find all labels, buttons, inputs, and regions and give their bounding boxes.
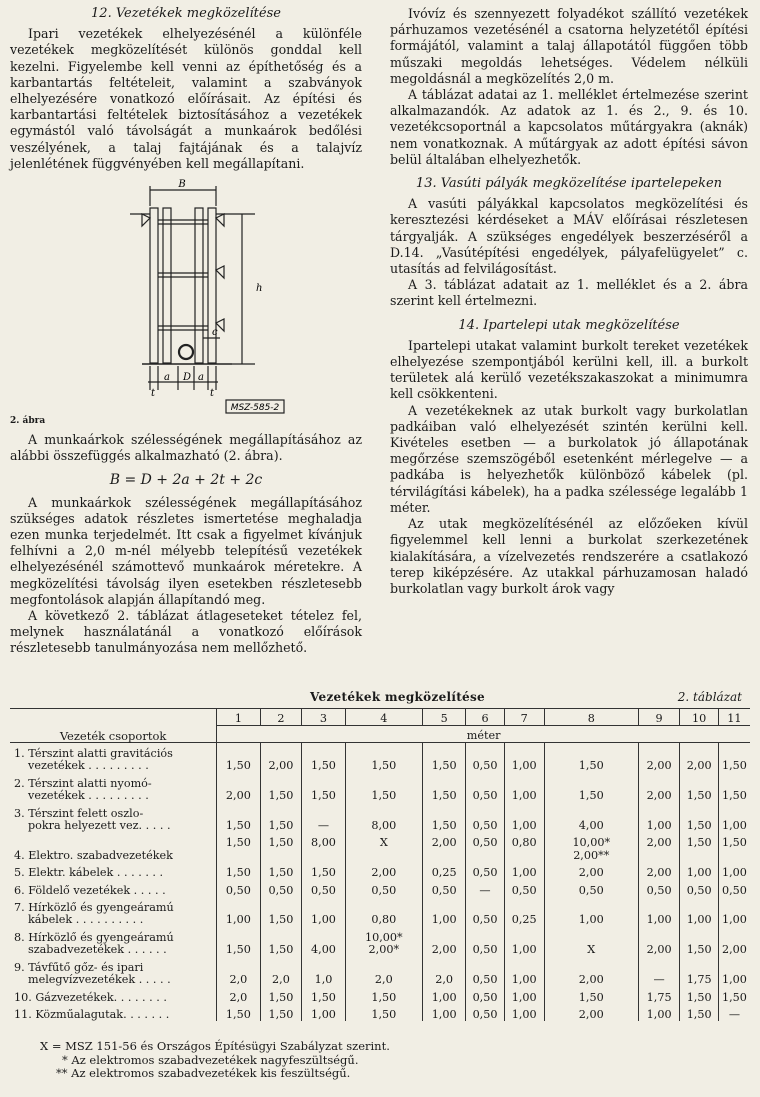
table-cell: 1,50 [260, 803, 302, 833]
table-cell: X [345, 832, 422, 862]
table-cell: 1,0 [302, 957, 345, 987]
table-cell: 2,00 [345, 862, 422, 879]
row-label-line: vezetékek . . . . . . . . . [28, 759, 149, 773]
table-cell: 1,00 [504, 927, 544, 957]
table-cell: 0,50 [466, 803, 504, 833]
paragraph: Ipari vezetékek elhelyezésénél a különféle vezetékek megközelítését különös gonddal kell kezelni. Figyelembe kell venni az építhetőség és a karbantartás feltételeit, valamint a szabványok elhelyezésére vonatkozó előírásait. Az építési és karbantartási feltételek biztosításához a vezetékek egymástól való távolságát a munkaárok bedőlési veszélyének, a talaj fajtájának és a talajvíz jelenlétének függvényében kell megállapítani. [10, 26, 362, 171]
table-cell: 0,50 [466, 743, 504, 773]
paragraph: A vasúti pályákkal kapcsolatos megközelítési és keresztezési kérdéseket a MÁV előírásai részletesen tárgyalják. A szükséges engedélyek beszerzéséről a D.14. „Vasútépítési engedélyek, pályafelügyelet” c. utasítás ad felvilágosítást. [390, 196, 748, 277]
table-cell: 2,00 [544, 957, 638, 987]
table-cell: 0,50 [302, 880, 345, 897]
table-cell: 1,50 [302, 862, 345, 879]
table-cell: 1,00 [718, 897, 750, 927]
row-label-line: 10. Gázvezetékek. . . . . . . . [14, 990, 167, 1004]
formula: B = D + 2a + 2t + 2c [109, 472, 263, 489]
table-cell: 1,50 [422, 773, 465, 803]
table-cell: 1,50 [544, 773, 638, 803]
table-cell: 1,50 [422, 743, 465, 773]
paragraph: Az utak megközelítésénél az előzőeken kívül figyelemmel kell lenni a burkolat szerkezetének kialakítására, a vízelvezetés rendszerére a csatlakozó terep kiképzésére. Az utakkal párhuzamosan haladó burkolatlan vagy burkolt árok vagy [390, 516, 748, 596]
row-label-line: 6. Földelő vezetékek . . . . . [14, 883, 166, 897]
table-cell: 1,50 [718, 832, 750, 862]
table-cell: 1,50 [680, 803, 718, 833]
table-cell: 1,50 [217, 832, 260, 862]
table-cell: 0,50 [466, 862, 504, 879]
table-cell: 2,00 [544, 862, 638, 879]
table-cell: 1,50 [217, 927, 260, 957]
table-cell: 0,50 [466, 957, 504, 987]
table-cell: 2,00 [718, 927, 750, 957]
label-a-right: a [198, 372, 204, 384]
table-row [10, 832, 750, 862]
table-cell: 0,50 [466, 897, 504, 927]
table-cell: 8,00 [345, 803, 422, 833]
label-c: c [212, 327, 218, 339]
table-cell: 1,50 [680, 773, 718, 803]
table-cell: 0,50 [680, 880, 718, 897]
table-cell: 1,50 [217, 862, 260, 879]
table-cell: 1,50 [680, 987, 718, 1004]
column-header: 10 [680, 709, 718, 726]
row-label-line: 7. Hírközlő és gyengeáramú [14, 901, 174, 915]
left-column [10, 6, 362, 657]
table-row [10, 1004, 750, 1021]
table-cell: — [638, 957, 680, 987]
table-row [10, 880, 750, 897]
row-label-line: vezetékek . . . . . . . . . [28, 789, 149, 803]
column-header: 5 [422, 709, 465, 726]
row-label-line: kábelek . . . . . . . . . . [28, 913, 144, 927]
table-cell: 0,50 [466, 927, 504, 957]
label-b: B [178, 179, 186, 191]
footnote: * Az elektromos szabadvezetékek nagyfeszültségű. [62, 1052, 359, 1067]
table-cell: 1,00 [680, 862, 718, 879]
table-cell: 1,50 [718, 743, 750, 773]
table-cell: 8,00 [302, 832, 345, 862]
table-cell: 1,50 [217, 1004, 260, 1021]
table-cell: 4,00 [544, 803, 638, 833]
table-row [10, 927, 750, 957]
paragraph: A 3. táblázat adatait az 1. melléklet és a 2. ábra szerint kell értelmezni. [390, 277, 748, 309]
table-cell: 2,00 [638, 773, 680, 803]
paragraph: Ipartelepi utakat valamint burkolt tereket vezetékek elhelyezése szempontjából kerülni kell, ill. a burkolt területek alá kerülő vezetékszakaszokat a minimumra kell csökkenteni. [390, 337, 748, 402]
column-header: 4 [345, 709, 422, 726]
label-t-right: t [210, 388, 215, 400]
table-cell: 2,0 [217, 987, 260, 1004]
table-cell: 2,0 [422, 957, 465, 987]
table-cell: 1,00 [217, 897, 260, 927]
table-cell: 0,25 [422, 862, 465, 879]
table-cell: — [718, 1004, 750, 1021]
table-cell: 2,00 [422, 927, 465, 957]
table-cell: 1,00 [422, 1004, 465, 1021]
table-cell: 1,00 [422, 897, 465, 927]
table-cell: 1,00 [638, 1004, 680, 1021]
row-label [10, 880, 217, 897]
table-title: Vezetékek megközelítése [310, 690, 485, 704]
table-cell: 0,50 [466, 832, 504, 862]
table-cell: 1,50 [544, 987, 638, 1004]
column-header: 3 [302, 709, 345, 726]
table-cell: 1,50 [302, 743, 345, 773]
label-t: t [151, 388, 156, 400]
figure-caption: 2. ábra [10, 416, 46, 427]
section-14-title: 14. Ipartelepi utak megközelítése [458, 317, 680, 333]
label-a: a [164, 372, 170, 384]
table-cell: 1,50 [680, 1004, 718, 1021]
row-label-line: 9. Távfűtő gőz- és ipari [14, 960, 144, 974]
table-cell: — [302, 803, 345, 833]
group-header: Vezeték csoportok [10, 709, 217, 743]
table-cell: 0,25 [504, 897, 544, 927]
table-cell: 2,00 [422, 832, 465, 862]
table-cell: 2,00 [260, 743, 302, 773]
table-cell: 1,00 [680, 897, 718, 927]
table-cell: 0,50 [718, 880, 750, 897]
table-cell: X [544, 927, 638, 957]
table-cell: 1,00 [544, 897, 638, 927]
table-cell: 1,00 [302, 1004, 345, 1021]
table-cell: 2,00 [638, 743, 680, 773]
table-cell: 1,00 [504, 743, 544, 773]
table-cell: 1,50 [345, 1004, 422, 1021]
table-cell: 0,50 [544, 880, 638, 897]
section-13-title: 13. Vasúti pályák megközelítése ipartelepeken [415, 176, 723, 192]
table-cell: 1,50 [345, 987, 422, 1004]
column-header: 6 [466, 709, 504, 726]
paragraph: Ivóvíz és szennyezett folyadékot szállító vezetékek párhuzamos vezetésénél a csatorna helyzetétől építési formájától, valamint a talaj állapotától függően több műszaki megoldás lehetséges. Védelem nélküli megoldásnál a megközelítés 2,0 m. [390, 6, 748, 86]
table-number: 2. táblázat [677, 690, 742, 704]
table-cell: 1,00 [504, 1004, 544, 1021]
table-cell: 1,50 [260, 1004, 302, 1021]
row-label [10, 862, 217, 879]
table-cell: 1,50 [260, 927, 302, 957]
table-row [10, 803, 750, 833]
table-cell: — [466, 880, 504, 897]
row-label [10, 803, 217, 833]
row-label-line: melegvízvezetékek . . . . . [28, 973, 171, 987]
label-h: h [256, 283, 263, 295]
table-cell: 0,50 [504, 880, 544, 897]
table-cell: 10,00* 2,00** [544, 832, 638, 862]
table-cell: 2,00 [638, 832, 680, 862]
paragraph: A munkaárkok szélességének megállapításához az alábbi összefüggés alkalmazható (2. ábra). [10, 432, 362, 464]
footnote: X = MSZ 151-56 és Országos Építésügyi Szabályzat szerint. [40, 1039, 390, 1053]
column-header: 2 [260, 709, 302, 726]
table-cell: 1,50 [718, 773, 750, 803]
row-label [10, 743, 217, 773]
row-label [10, 773, 217, 803]
table-cell: 2,0 [217, 957, 260, 987]
table-cell: 1,75 [638, 987, 680, 1004]
table-cell: 1,50 [260, 862, 302, 879]
row-label-line: 11. Közműalagutak. . . . . . . [14, 1007, 170, 1021]
label-d: D [183, 372, 192, 384]
table-row [10, 987, 750, 1004]
table-cell: 4,00 [302, 927, 345, 957]
table-cell: 1,00 [302, 897, 345, 927]
table-cell: 1,50 [260, 773, 302, 803]
table-cell: 1,00 [718, 803, 750, 833]
table-cell: 1,50 [422, 803, 465, 833]
trench-diagram [10, 178, 362, 428]
table-row [10, 897, 750, 927]
paragraph: A táblázat adatai az 1. melléklet értelmezése szerint alkalmazandók. Az adatok az 1. és 2., 9. és 10. vezetékcsoportnál a kapcsolatos műtárgyakra (aknák) nem vonatkoznak. A műtárgyak az adott építési sávon belül általában elhelyezhetők. [390, 87, 748, 167]
table-cell: 0,50 [466, 987, 504, 1004]
table-cell: 1,50 [260, 832, 302, 862]
table-cell: 1,50 [680, 927, 718, 957]
table-cell: 2,00 [680, 743, 718, 773]
table-cell: 0,50 [422, 880, 465, 897]
paragraph: A munkaárkok szélességének megállapításához szükséges adatok részletes ismertetése meghaladja ezen munka terjedelmét. Itt csak a figyelmet kívánjuk felhívni a 2,0 m-nél mélyebb telepítésű vezetékek elhelyezésénél számottevő munkaárok méretekre. A megközelítési távolság ilyen esetekben részletesebb megfontolások alapján állapítandó meg. [10, 494, 362, 607]
column-header: 1 [217, 709, 260, 726]
table-cell: 2,00 [544, 1004, 638, 1021]
paragraph: A vezetékeknek az utak burkolt vagy burkolatlan padkáiban való elhelyezését szintén kerülni kell. Kivételes esetben — a burkolatok jó állapotának megőrzése szemszögéből esetenként mérlegelve — a padkába is helyezhetők különböző kábelek (pl. térvilágítási kábelek), ha a padka szélessége legalább 1 méter. [390, 402, 748, 515]
table-cell: 1,50 [302, 773, 345, 803]
column-header: 9 [638, 709, 680, 726]
table-cell: 10,00* 2,00* [345, 927, 422, 957]
table-row [10, 957, 750, 987]
right-column [390, 6, 748, 597]
row-label-line: 5. Elektr. kábelek . . . . . . . [14, 866, 164, 880]
table-cell: 1,50 [217, 803, 260, 833]
footnotes [40, 1040, 390, 1081]
section-12-title: 12. Vezetékek megközelítése [91, 6, 281, 21]
table-cell: 1,50 [345, 743, 422, 773]
distance-table-section [10, 690, 750, 1021]
table-cell: 1,00 [718, 862, 750, 879]
row-label-line: 3. Térszint felett oszlo- [14, 806, 144, 820]
unit-header: méter [217, 726, 750, 743]
table-cell: 1,50 [260, 987, 302, 1004]
table-cell: 0,50 [260, 880, 302, 897]
table-cell: 1,50 [260, 897, 302, 927]
paragraph: A következő 2. táblázat átlageseteket tételez fel, melynek használatánál a vonatkozó előírások részletesebb tanulmányozása nem mellőzhető. [10, 608, 362, 656]
row-label-line: 2. Térszint alatti nyomó- [14, 776, 152, 790]
distance-table [10, 708, 750, 1021]
figure-stamp: MSZ-585-2 [230, 403, 280, 414]
column-header: 11 [718, 709, 750, 726]
table-cell: 2,0 [260, 957, 302, 987]
table-cell: 2,0 [345, 957, 422, 987]
table-cell: 2,00 [217, 773, 260, 803]
trench-figure [10, 178, 362, 428]
table-cell: 1,00 [718, 957, 750, 987]
row-label [10, 927, 217, 957]
row-label-line: pokra helyezett vez. . . . . [28, 819, 171, 833]
table-cell: 1,00 [638, 803, 680, 833]
row-label [10, 832, 217, 862]
row-label-line: szabadvezetékek . . . . . . [28, 943, 167, 957]
footnote: ** Az elektromos szabadvezetékek kis feszültségű. [56, 1066, 351, 1080]
table-cell: 0,50 [217, 880, 260, 897]
table-cell: 1,50 [544, 743, 638, 773]
table-cell: 1,00 [504, 803, 544, 833]
table-row [10, 743, 750, 773]
table-cell: 2,00 [638, 862, 680, 879]
table-cell: 0,50 [345, 880, 422, 897]
table-cell: 1,00 [422, 987, 465, 1004]
table-cell: 1,00 [504, 773, 544, 803]
row-label [10, 1004, 217, 1021]
table-cell: 1,50 [345, 773, 422, 803]
row-label [10, 987, 217, 1004]
table-cell: 1,00 [504, 987, 544, 1004]
table-row [10, 862, 750, 879]
row-label [10, 957, 217, 987]
column-header: 8 [544, 709, 638, 726]
row-label [10, 897, 217, 927]
table-cell: 1,50 [302, 987, 345, 1004]
table-cell: 1,50 [680, 832, 718, 862]
table-title-row [10, 690, 750, 708]
table-cell: 0,50 [638, 880, 680, 897]
table-cell: 1,00 [504, 862, 544, 879]
table-cell: 0,80 [345, 897, 422, 927]
row-label-line: 4. Elektro. szabadvezetékek [14, 848, 173, 862]
table-cell: 0,80 [504, 832, 544, 862]
row-label-line: 1. Térszint alatti gravitációs [14, 747, 173, 760]
row-label-line: 8. Hírközlő és gyengeáramú [14, 930, 174, 944]
table-cell: 1,00 [638, 897, 680, 927]
table-cell: 1,75 [680, 957, 718, 987]
table-cell: 0,50 [466, 1004, 504, 1021]
table-cell: 1,00 [504, 957, 544, 987]
table-row [10, 773, 750, 803]
table-cell: 1,50 [217, 743, 260, 773]
table-cell: 2,00 [638, 927, 680, 957]
column-header: 7 [504, 709, 544, 726]
table-cell: 1,50 [718, 987, 750, 1004]
table-cell: 0,50 [466, 773, 504, 803]
